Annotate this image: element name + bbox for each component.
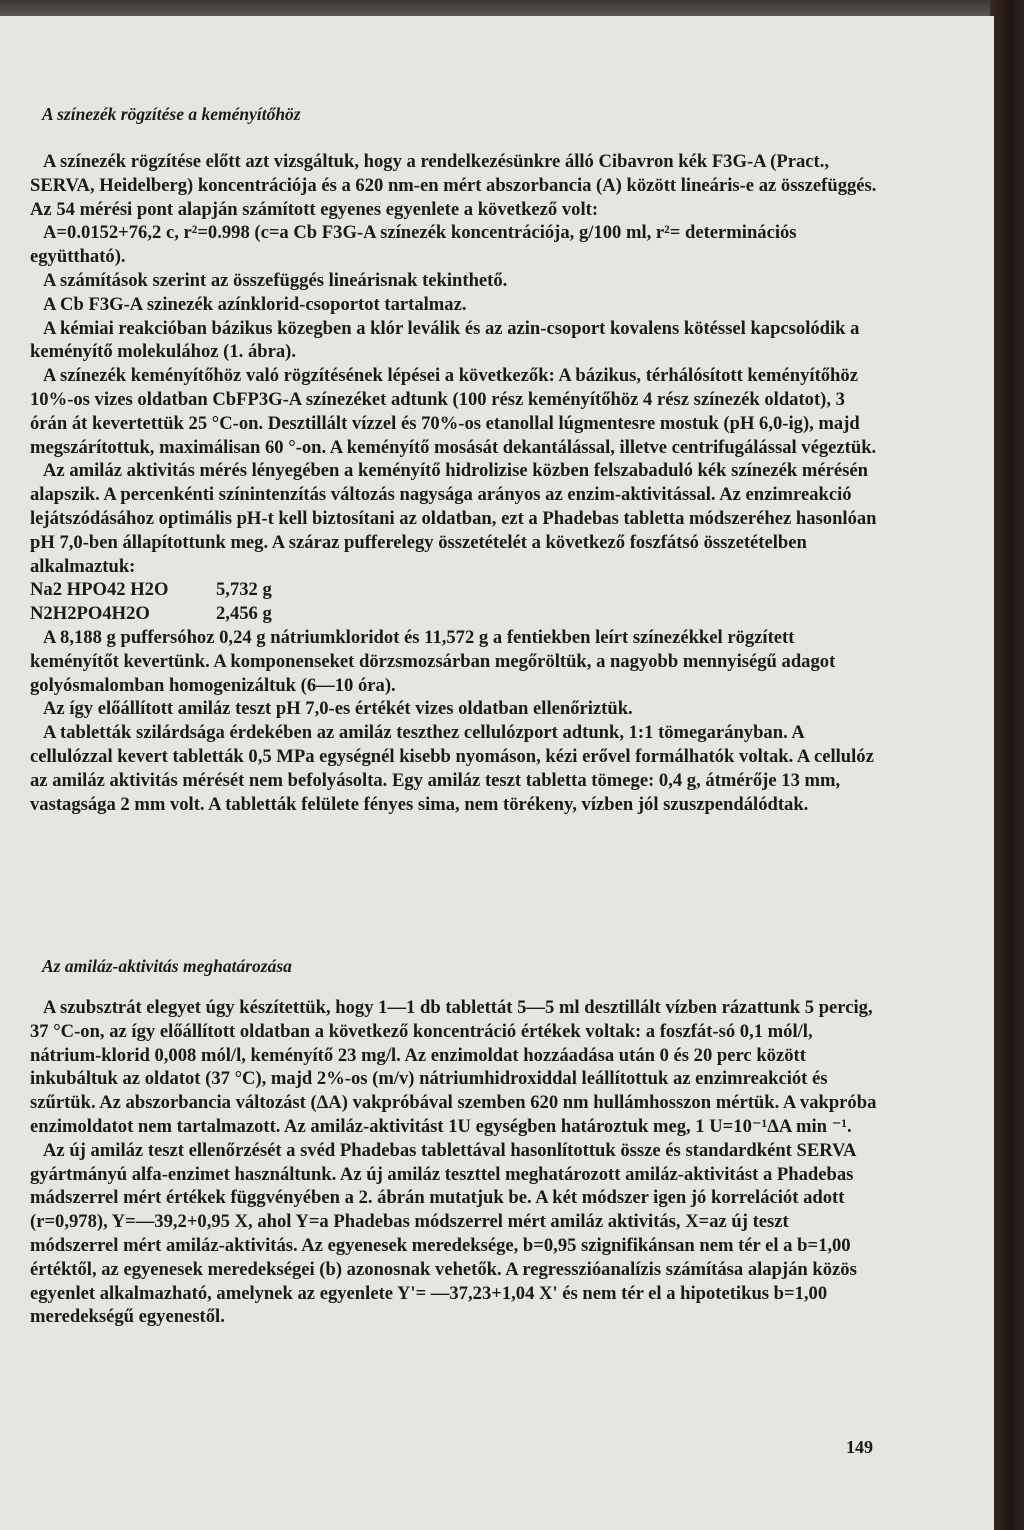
scan-border-right	[990, 0, 1024, 1530]
formula-compound: N2H2PO4H2O	[30, 603, 150, 625]
paragraph-azine-group: A Cb F3G-A szinezék azínklorid-csoportot tartalmaz.	[43, 293, 467, 315]
paragraph-comparison: Az új amiláz teszt ellenőrzését a svéd Phadebas tablettával hasonlítottuk össze és standardként SERVA gyártmányú alfa-enzimet használtunk. Az új amiláz teszttel meghatározott amiláz-aktivitást a Phadebas mádszerrel mért értékek függvényében a 2. ábrán mutatjuk be. A két módszer igen jó korrelációt adott (r=0,978), Y=—39,2+0,95 X, ahol Y=a Phadebas módszerrel mért amiláz aktivitás, X=az új teszt módszerrel mért amiláz-aktivitás. Az egyenesek meredeksége, b=0,95 szignifikánsan nem tér el a b=1,00 értéktől, az egyenesek meredekségei (b) azonosnak vehetők. A regresszióanalízis számítása alapján közös egyenlet alkalmazható, amelynek az egyenlete Y'= —37,23+1,04 X' és nem tér el a hipotetikus b=1,00 meredekségű egyenestől.	[30, 1139, 857, 1328]
section-heading-amylase-activity: Az amiláz-aktivitás meghatározása	[42, 956, 292, 976]
section-body-amylase-activity	[30, 996, 878, 1329]
formula-row	[30, 578, 878, 602]
paragraph-reaction: A kémiai reakcióban bázikus közegben a klór leválik és az azin-csoport kovalens kötéssel kapcsolódik a keményítő molekulához (1. ábra).	[30, 317, 860, 363]
formula-compound: Na2 HPO42 H2O	[30, 579, 169, 601]
page-number: 149	[846, 1437, 873, 1457]
paragraph-mixing: A 8,188 g puffersóhoz 0,24 g nátriumkloridot és 11,572 g a fentiekben leírt színezékkel rögzített keményítőt kevertünk. A komponenseket dörzsmozsárban megőröltük, a nagyobb mennyiségű adagot golyósmalomban homogenizáltuk (6—10 óra).	[30, 626, 836, 696]
paragraph-fixation-steps: A színezék keményítőhöz való rögzítésének lépései a következők: A bázikus, térhálósított keményítőhöz 10%-os vizes oldatban CbFP3G-A színezéket adtunk (100 rész keményítőhöz 4 rész színezék oldatot), 3 órán át kevertettük 25 °C-on. Desztillált vízzel és 70%-os etanollal lúgmentesre mostuk (pH 6,0-ig), majd megszárítottuk, maximálisan 60 °-on. A keményítő mosását dekantálással, illetve centrifugálással végeztük.	[30, 365, 877, 458]
paragraph-linear-conclusion: A számítások szerint az összefüggés lineárisnak tekinthető.	[43, 269, 508, 291]
formula-amount: 5,732 g	[216, 579, 272, 601]
paragraph-ph-check: Az így előállított amiláz teszt pH 7,0-es értékét vizes oldatban ellenőriztük.	[43, 698, 633, 720]
section-body-dye-fixation	[30, 150, 878, 816]
paragraph-tablets: A tabletták szilárdsága érdekében az amiláz teszthez cellulózport adtunk, 1:1 tömegarányban. A cellulózzal kevert tabletták 0,5 MPa egységnél kisebb nyomáson, kézi erővel formálhatók voltak. A cellulóz az amiláz aktivitás mérését nem befolyásolta. Egy amiláz teszt tabletta tömege: 0,4 g, átmérője 13 mm, vastagsága 2 mm volt. A tabletták felülete fényes sima, nem törékeny, vízben jól szuszpendálódtak.	[30, 722, 874, 815]
paragraph-assay-principle: Az amiláz aktivitás mérés lényegében a keményítő hidrolizise közben felszabaduló kék színezék mérésén alapszik. A percenkénti színintenzítás változás nagysága arányos az enzim-aktivitással. Az enzimreakció lejátszódásához optimális pH-t kell biztosítani az oldatban, ezt a Phadebas tabletta módszeréhez hasonlóan pH 7,0-ben állapítottunk meg. A száraz pufferelegy összetételét a következő foszfátsó összetételben alkalmaztuk:	[30, 460, 877, 577]
document-page	[0, 16, 994, 1530]
paragraph-linearity: A színezék rögzítése előtt azt vizsgáltuk, hogy a rendelkezésünkre álló Cibavron kék F3G-A (Pract., SERVA, Heidelberg) koncentrációja és a 620 nm-en mért abszorbancia (A) között lineáris-e az összefüggés. Az 54 mérési pont alapján számított egyenes egyenlete a következő volt:	[30, 151, 877, 220]
formula-row	[30, 602, 878, 626]
formula-amount: 2,456 g	[216, 603, 272, 625]
paragraph-substrate: A szubsztrát elegyet úgy készítettük, hogy 1—1 db tablettát 5—5 ml desztillált vízben rázattunk 5 percig, 37 °C-on, az így előállított oldatban a következő koncentráció értékek voltak: a foszfát-só 0,1 mól/l, nátrium-klorid 0,008 mól/l, keményítő 23 mg/l. Az enzimoldat hozzáadása után 0 és 20 perc között inkubáltuk az oldatot (37 °C), majd 2%-os (m/v) nátriumhidroxiddal leállítottuk az enzimreakciót és szűrtük. Az abszorbancia változást (ΔA) vakpróbával szemben 620 nm hullámhosszon mértük. A vakpróba enzimoldatot nem tartalmazott. Az amiláz-aktivitást 1U egységben határoztuk meg, 1 U=10⁻¹ΔA min ⁻¹.	[30, 997, 877, 1137]
paragraph-equation: A=0.0152+76,2 c, r²=0.998 (c=a Cb F3G-A színezék koncentrációja, g/100 ml, r²= determinációs együttható).	[30, 222, 797, 268]
section-heading-dye-fixation: A színezék rögzítése a keményítőhöz	[42, 104, 301, 124]
